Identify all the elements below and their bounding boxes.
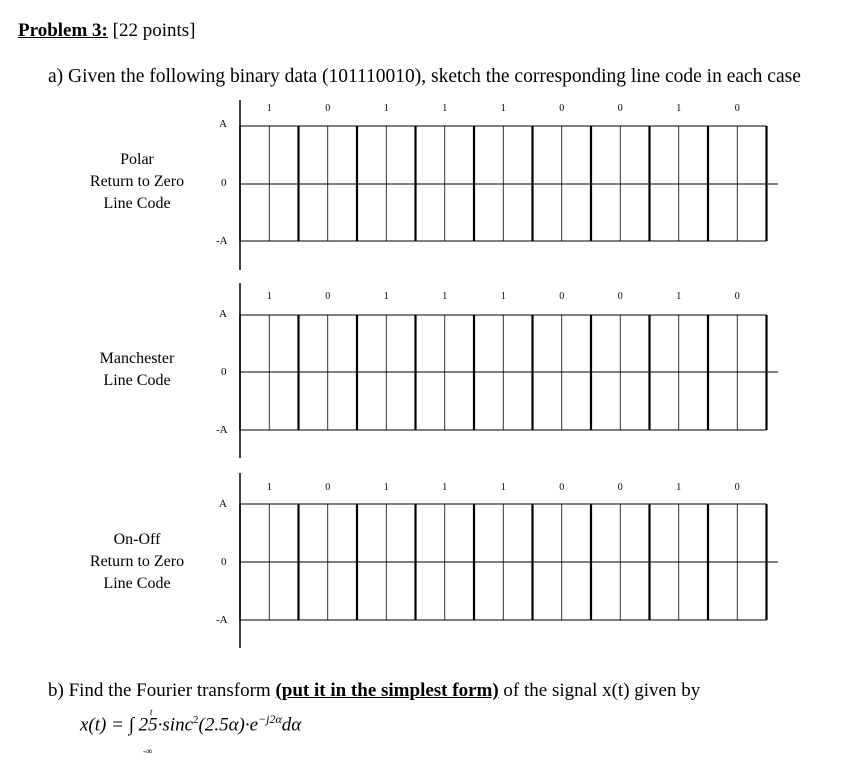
part-b-question bbox=[48, 680, 700, 702]
part-a-question: a) Given the following binary data (101110010), sketch the corresponding line code in each case bbox=[48, 66, 801, 87]
equation-arg: (2.5α)·e bbox=[198, 714, 259, 736]
label-line: On-Off bbox=[113, 531, 161, 548]
equation-tail: dα bbox=[281, 714, 302, 736]
axis-label-neg-a: -A bbox=[216, 235, 228, 247]
axis-label-zero: 0 bbox=[221, 177, 227, 189]
bit-label: 1 bbox=[383, 482, 389, 493]
bit-label: 1 bbox=[442, 291, 448, 302]
bit-label: 1 bbox=[266, 103, 272, 114]
bit-label: 1 bbox=[266, 291, 272, 302]
axis-label-zero: 0 bbox=[221, 366, 227, 378]
axis-label-a: A bbox=[219, 498, 227, 510]
label-line: Line Code bbox=[103, 372, 171, 389]
label-line: Return to Zero bbox=[89, 553, 185, 570]
bit-label: 1 bbox=[383, 291, 389, 302]
bit-label: 1 bbox=[442, 482, 448, 493]
equation-exponent: −j2α bbox=[258, 712, 282, 726]
bit-label: 1 bbox=[676, 291, 682, 302]
bit-label: 1 bbox=[383, 103, 389, 114]
bit-label: 1 bbox=[500, 291, 506, 302]
bit-label: 0 bbox=[734, 291, 740, 302]
part-b-prefix: b) Find the Fourier transform bbox=[48, 680, 276, 701]
axis-label-neg-a: -A bbox=[216, 424, 228, 436]
label-line: Line Code bbox=[103, 195, 171, 212]
bit-label: 1 bbox=[442, 103, 448, 114]
bit-label: 0 bbox=[325, 103, 331, 114]
bit-label: 1 bbox=[500, 103, 506, 114]
part-b-suffix: of the signal x(t) given by bbox=[498, 680, 701, 701]
bit-label: 0 bbox=[617, 482, 623, 493]
axis-label-a: A bbox=[219, 308, 227, 320]
label-line: Manchester bbox=[99, 350, 175, 367]
axis-label-zero: 0 bbox=[221, 556, 227, 568]
equation-square: 2 bbox=[193, 714, 199, 726]
bit-label: 0 bbox=[734, 103, 740, 114]
bit-label: 1 bbox=[266, 482, 272, 493]
bit-label: 0 bbox=[325, 482, 331, 493]
integral-lower-limit: -∞ bbox=[143, 746, 153, 756]
bit-label: 1 bbox=[500, 482, 506, 493]
part-b-emphasis: (put it in the simplest form) bbox=[275, 680, 499, 701]
label-line: Polar bbox=[120, 151, 154, 168]
equation-lhs: x(t) = ∫ 25·sinc bbox=[80, 714, 193, 736]
bit-label: 0 bbox=[617, 291, 623, 302]
bit-label: 0 bbox=[325, 291, 331, 302]
label-line: Line Code bbox=[103, 575, 171, 592]
bit-label: 0 bbox=[559, 103, 565, 114]
label-line: Return to Zero bbox=[89, 173, 185, 190]
equation bbox=[80, 712, 301, 736]
problem-label: Problem 3: bbox=[18, 20, 108, 41]
bit-label: 0 bbox=[559, 291, 565, 302]
axis-label-a: A bbox=[219, 118, 227, 130]
bit-label: 1 bbox=[676, 103, 682, 114]
axis-label-neg-a: -A bbox=[216, 614, 228, 626]
bit-label: 0 bbox=[617, 103, 623, 114]
integral-upper-limit: t bbox=[150, 707, 153, 717]
problem-points: [22 points] bbox=[107, 20, 196, 41]
bit-label: 1 bbox=[676, 482, 682, 493]
bit-label: 0 bbox=[734, 482, 740, 493]
bit-label: 0 bbox=[559, 482, 565, 493]
